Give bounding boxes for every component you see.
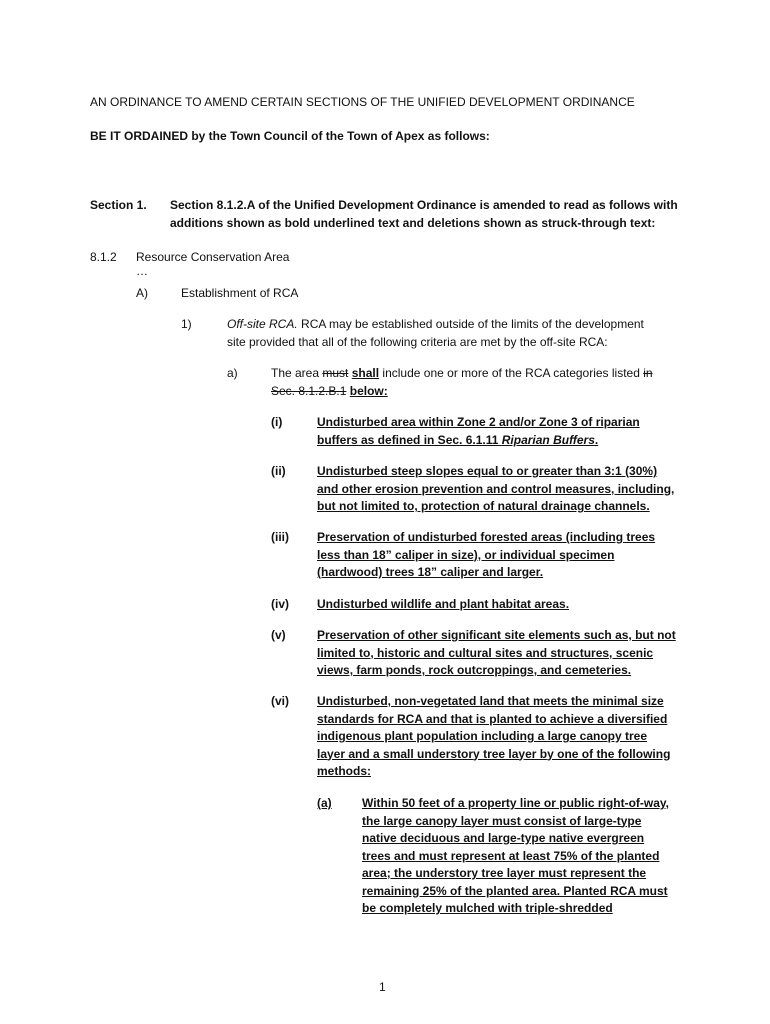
item-1-line [227, 316, 644, 334]
subitem-line: but not limited to, protection of natural drainage channels. [317, 499, 650, 513]
subitem-line: Undisturbed steep slopes equal to or greater than 3:1 (30%) [317, 464, 658, 478]
added-text: below: [349, 383, 388, 398]
subitem-line: layer and a small understory tree layer by one of the following [317, 746, 671, 761]
subitem-line: standards for RCA and that is planted to achieve a diversified [317, 711, 668, 726]
item-a-label: a) [227, 366, 238, 380]
subitem-a-line: native deciduous and large-type native evergreen [362, 831, 645, 845]
subitem-a-line: be completely mulched with triple-shredded [362, 901, 613, 915]
item-a-line [271, 383, 653, 401]
section-title: Resource Conservation Area [136, 250, 290, 264]
subitem-line: views, farm ponds, rock outcroppings, and cemeteries. [317, 663, 632, 677]
subitem-a-label: (a) [317, 796, 332, 810]
offsite-rca-heading: Off-site RCA. [227, 317, 298, 331]
text-run: buffers as defined in Sec. 6.1.11 [317, 432, 502, 447]
subitem-label: (iv) [271, 597, 289, 611]
subitem-a-line: Within 50 feet of a property line or public right-of-way, [362, 796, 670, 810]
subitem-line: Undisturbed, non-vegetated land that meets the minimal size [317, 694, 664, 708]
section-1-text [170, 197, 678, 232]
subitem-line: Undisturbed wildlife and plant habitat areas. [317, 597, 570, 611]
subitem-text [317, 414, 640, 449]
section-number: 8.1.2 [90, 250, 117, 264]
section-1-line: Section 8.1.2.A of the Unified Development Ordinance is amended to read as follows with [170, 198, 678, 212]
ellipsis: … [136, 264, 148, 278]
subsection-a-title: Establishment of RCA [181, 286, 299, 300]
subitem-label: (i) [271, 415, 283, 429]
text-run: The area [271, 366, 323, 380]
subitem-line: and other erosion prevention and control measures, including, [317, 481, 675, 496]
ordinance-title: AN ORDINANCE TO AMEND CERTAIN SECTIONS OF THE UNIFIED DEVELOPMENT ORDINANCE [90, 95, 635, 109]
subitem-line [317, 432, 640, 450]
subsection-a-label: A) [136, 286, 148, 300]
subitem-line: Undisturbed area within Zone 2 and/or Zone 3 of riparian [317, 415, 640, 429]
subitem-text [317, 693, 670, 781]
text-run: include one or more of the RCA categories listed [379, 366, 644, 380]
page-number: 1 [379, 980, 386, 994]
section-1-label: Section 1. [90, 198, 147, 212]
subitem-line: Preservation of undisturbed forested areas (including trees [317, 530, 656, 544]
subitem-line: less than 18” caliper in size), or individual specimen [317, 547, 615, 562]
section-1-line: additions shown as bold underlined text and deletions shown as struck-through text: [170, 215, 656, 230]
added-text: shall [351, 366, 380, 380]
subitem-line: (hardwood) trees 18” caliper and larger. [317, 565, 544, 579]
subitem-line: limited to, historic and cultural sites and structures, scenic [317, 645, 654, 660]
item-1-line-text: RCA may be established outside of the limits of the development [297, 317, 644, 331]
subitem-text [317, 463, 674, 516]
item-a-line [271, 365, 653, 383]
subitem-a-line: area; the understory tree layer must represent the [362, 866, 647, 880]
subitem-a-line: remaining 25% of the planted area. Planted RCA must [362, 883, 668, 898]
subitem-text [317, 529, 655, 582]
subitem-line: Preservation of other significant site elements such as, but not [317, 628, 676, 642]
item-1-label: 1) [181, 317, 192, 331]
deleted-text: must [322, 366, 349, 380]
text-run: . [594, 432, 599, 447]
ordained-clause: BE IT ORDAINED by the Town Council of the Town of Apex as follows: [90, 129, 490, 143]
italic-reference: Riparian Buffers [501, 432, 595, 447]
subitem-text [317, 596, 569, 614]
subitem-line: indigenous plant population including a large canopy tree [317, 729, 648, 743]
subitem-a-line: the large canopy layer must consist of large-type [362, 813, 642, 828]
subitem-label: (vi) [271, 694, 289, 708]
subitem-label: (iii) [271, 530, 289, 544]
subitem-a-text [362, 795, 669, 918]
deleted-text: Sec. 8.1.2.B.1 [271, 383, 347, 398]
item-1-text [227, 316, 644, 351]
item-a-text [271, 365, 653, 400]
subitem-a-line: trees and must represent at least 75% of the planted [362, 848, 660, 863]
subitem-label: (v) [271, 628, 286, 642]
item-1-line: site provided that all of the following criteria are met by the off-site RCA: [227, 334, 608, 349]
subitem-text [317, 627, 676, 680]
subitem-label: (ii) [271, 464, 286, 478]
deleted-text: in [643, 366, 653, 380]
subitem-line: methods: [317, 764, 371, 778]
